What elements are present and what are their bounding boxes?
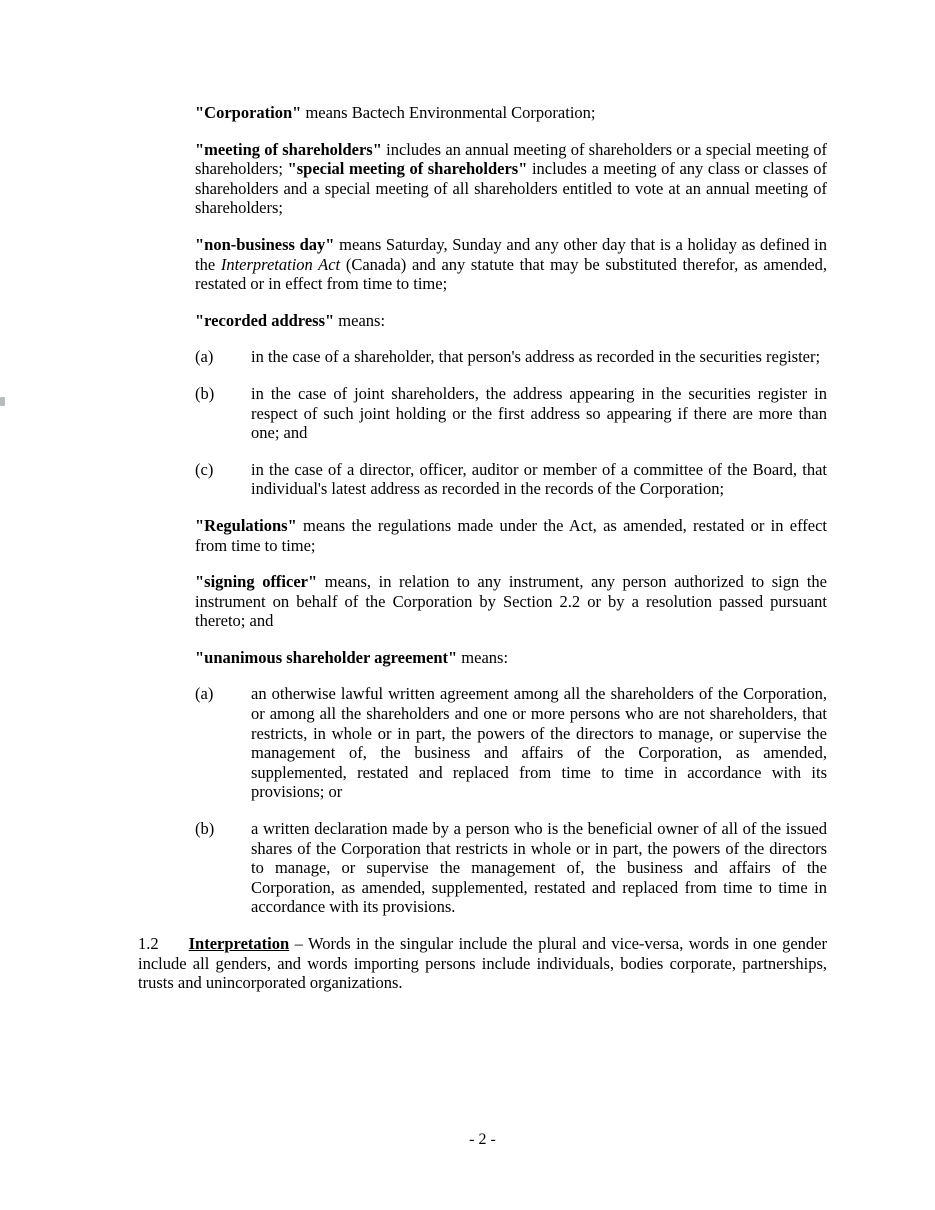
scan-artifact-mark (0, 397, 5, 406)
list-item-label: (b) (195, 383, 215, 403)
text-segment: in the case of a director, officer, auditor or member of a committee of the Board, that individual's latest address as recorded in the records of the Corporation; (251, 459, 827, 499)
unanimous-shareholder-agreement-item-b (195, 819, 827, 917)
text-segment: (Canada) and any statute that may be substituted therefor, as amended, restated or in effect from time to time; (195, 254, 827, 294)
text-segment: means, in relation to any instrument, any person authorized to sign the instrument on behalf of the Corporation by Section 2.2 or by a resolution passed pursuant thereto; and (195, 572, 828, 631)
list-item-text (251, 384, 827, 443)
text-segment: includes a meeting of any class or classes of shareholders and a special meeting of all shareholders entitled to vote at an annual meeting of shareholders; (195, 159, 827, 218)
text-segment: means the regulations made under the Act, as amended, restated or in effect from time to time; (195, 515, 827, 555)
list-item-text (251, 347, 827, 367)
list-item-label: (c) (195, 459, 214, 479)
recorded-address-item-b (195, 384, 827, 443)
text-segment: includes an annual meeting of shareholders or a special meeting of shareholders; (195, 139, 827, 179)
text-segment: "recorded address" (195, 310, 335, 330)
list-item-text (251, 460, 827, 499)
text-segment: an otherwise lawful written agreement among all the shareholders of the Corporation, or among all the shareholders and one or more persons who are not shareholders, that restricts, in whole or in part, the powers of the directors to manage, or supervise the management of, the business and affairs of the Corporation, as amended, supplemented, restated and replaced from time to time in accordance with its provisions; or (251, 684, 827, 802)
text-segment: Interpretation Act (220, 254, 341, 274)
list-item-text (251, 684, 827, 802)
recorded-address-item-c (195, 460, 827, 499)
text-segment: "signing officer" (195, 572, 318, 592)
text-segment: means: (334, 310, 386, 330)
page-number: - 2 - (469, 1131, 496, 1148)
unanimous-shareholder-agreement-item-a (195, 684, 827, 802)
text-segment: in the case of a shareholder, that person's address as recorded in the securities register; (251, 347, 821, 367)
list-item-label: (a) (195, 684, 214, 704)
text-segment: – Words in the singular include the plural and vice-versa, words in one gender include all genders, and words importing persons include individuals, bodies corporate, partnerships, trusts and unincorporated organizations. (138, 934, 827, 993)
definition-signing-officer (195, 572, 827, 631)
recorded-address-item-a (195, 347, 827, 367)
definition-recorded-address (195, 311, 827, 331)
text-segment: means Bactech Environmental Corporation; (301, 103, 596, 122)
definition-corporation (195, 103, 827, 123)
definition-regulations (195, 516, 827, 555)
text-segment: "special meeting of shareholders" (287, 159, 528, 179)
definition-unanimous-shareholder-agreement (195, 648, 827, 668)
text-segment: "Corporation" (195, 103, 302, 122)
text-segment: a written declaration made by a person who is the beneficial owner of all of the issued shares of the Corporation that restricts in whole or in part, the powers of the directors to manage, or supervise the management of, the business and affairs of the Corporation, as amended, supplemented, restated and replaced from time to time in accordance with its provisions. (251, 819, 827, 917)
list-item-label: (a) (195, 347, 214, 367)
list-item-label: (b) (195, 819, 215, 839)
definition-non-business-day (195, 235, 827, 294)
text-segment: "non-business day" (195, 234, 335, 254)
text-segment: 1.2 (138, 934, 159, 953)
text-segment: "unanimous shareholder agreement" (195, 647, 458, 667)
section-1-2-interpretation (138, 934, 827, 993)
document-body (138, 0, 827, 1010)
text-segment: Interpretation (188, 934, 290, 953)
text-segment: "Regulations" (195, 515, 297, 535)
text-segment: in the case of joint shareholders, the address appearing in the securities register in respect of such joint holding or the first address so appearing if there are more than one; and (251, 383, 827, 443)
text-segment: "meeting of shareholders" (195, 139, 382, 159)
text-segment: means: (457, 647, 509, 667)
list-item-text (251, 819, 827, 917)
text-segment: means Saturday, Sunday and any other day that is a holiday as defined in the (195, 234, 827, 274)
definition-meeting-of-shareholders (195, 140, 827, 218)
